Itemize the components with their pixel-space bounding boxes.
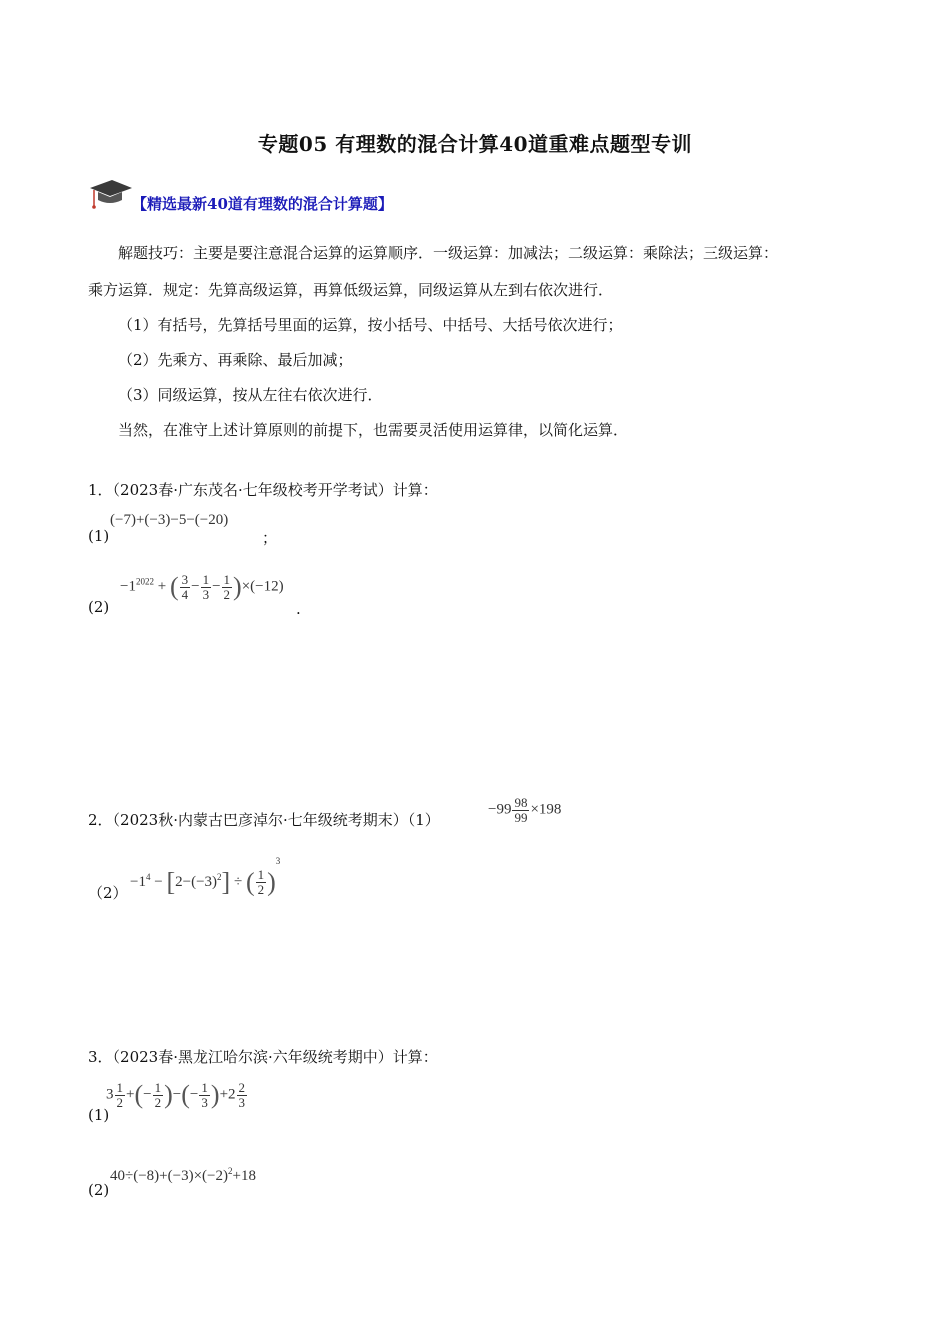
q1-part1-end: ； bbox=[262, 529, 278, 547]
tip-line-5: （3）同级运算，按从左往右依次进行． bbox=[118, 386, 383, 404]
q3p2-body: 40÷(−8)+(−3)×(−2) bbox=[110, 1168, 229, 1184]
q2p1-whole: −99 bbox=[488, 801, 512, 818]
q2p2-minus: − bbox=[154, 874, 163, 890]
bracket-right: ] bbox=[221, 867, 231, 897]
q3-part1-expr: 3 $\frac{1}{2}$ +(− $\frac{1}{2}$ )−(− $\frac{1}{3}$ )+2 $\frac{2}{3}$ bbox=[106, 1079, 246, 1110]
q1-part2-end: . bbox=[296, 600, 301, 618]
q3p1-whole: 3 bbox=[106, 1086, 114, 1103]
question-2-head: 2．（2023秋·内蒙古巴彦淖尔·七年级统考期末）（1） bbox=[88, 811, 440, 829]
graduation-cap-icon bbox=[88, 178, 134, 212]
q1p2-term: −1 bbox=[120, 578, 136, 595]
paren-right: ) bbox=[233, 572, 242, 601]
q3-part2-label: (2) bbox=[88, 1181, 110, 1199]
q1-part1-label: (1) bbox=[88, 527, 110, 545]
paren-right: ) bbox=[164, 1080, 173, 1109]
q3p2-exp: 2 bbox=[228, 1166, 233, 1176]
fraction: $\frac{1}{2}$ bbox=[257, 867, 265, 898]
tip-line-6: 当然，在准守上述计算原则的前提下，也需要灵活使用运算律，以简化运算． bbox=[118, 421, 629, 439]
q3p1-plus: + bbox=[126, 1086, 135, 1103]
fraction: $\frac{1}{3}$ bbox=[202, 571, 210, 602]
q3p1-minus: − bbox=[172, 1086, 182, 1103]
paren-right: ) bbox=[210, 1080, 220, 1109]
question-3-head: 3．（2023春·黑龙江哈尔滨·六年级统考期中）计算： bbox=[88, 1048, 438, 1066]
q2-part1-expr bbox=[488, 796, 561, 824]
q2p2-exp3: 3 bbox=[275, 856, 281, 866]
paren-left: ( bbox=[169, 572, 179, 601]
fraction: $\frac{2}{3}$ bbox=[238, 1079, 246, 1110]
section-heading: 【精选最新40道有理数的混合计算题】 bbox=[132, 195, 393, 213]
q2p2-exp2: 2 bbox=[217, 872, 222, 882]
q3-part2-expr bbox=[110, 1166, 256, 1185]
q2p1-tail: ×198 bbox=[530, 801, 562, 818]
q2p2-divide: ÷ bbox=[233, 874, 243, 890]
paren-left: ( bbox=[134, 1080, 144, 1109]
q2p2-term: −1 bbox=[130, 874, 146, 890]
tip-line-2: 乘方运算．规定：先算高级运算，再算低级运算，同级运算从左到右依次进行． bbox=[88, 281, 614, 299]
q2p2-inner: 2−(−3) bbox=[175, 874, 218, 890]
question-1-head: 1．（2023春·广东茂名·七年级校考开学考试）计算： bbox=[88, 481, 438, 499]
q2-part2-label: （2） bbox=[88, 884, 128, 902]
fraction: $\frac{98}{99}$ bbox=[514, 795, 528, 825]
page-title: 专题05 有理数的混合计算40道重难点题型专训 bbox=[257, 132, 693, 156]
tip-line-1: 解题技巧：主要是要注意混合运算的运算顺序．一级运算：加减法；二级运算：乘除法；三级运算： bbox=[118, 244, 779, 262]
q1-part2-expr: $-1^{2022}$ + ( $\frac{3}{4}$ − $\frac{1}{3}$ − $\frac{1}{2}$ )×(−12) bbox=[120, 571, 284, 602]
q3p1-plus-two: +2 bbox=[219, 1086, 236, 1103]
fraction: $\frac{1}{2}$ bbox=[116, 1079, 123, 1110]
tip-line-4: （2）先乘方、再乘除、最后加减； bbox=[118, 351, 353, 369]
tip-line-3: （1）有括号，先算括号里面的运算，按小括号、中括号、大括号依次进行； bbox=[118, 316, 623, 334]
q2p2-exp1: 4 bbox=[145, 872, 151, 882]
q1p2-tail: ×(−12) bbox=[241, 578, 284, 595]
paren-left: ( bbox=[245, 867, 255, 897]
q1p2-exponent: 2022 bbox=[135, 576, 154, 587]
q1-part1-expr: (−7)+(−3)−5−(−20) bbox=[110, 512, 229, 528]
fraction: $\frac{1}{3}$ bbox=[201, 1079, 208, 1110]
fraction: $\frac{3}{4}$ bbox=[181, 571, 189, 602]
fraction: $\frac{1}{2}$ bbox=[154, 1079, 162, 1110]
paren-left: ( bbox=[181, 1080, 190, 1109]
bracket-left: [ bbox=[166, 867, 176, 897]
paren-right: ) bbox=[267, 867, 276, 897]
q2-part2-expr bbox=[130, 856, 280, 898]
fraction: $\frac{1}{2}$ bbox=[223, 571, 231, 602]
q3-part1-label: (1) bbox=[88, 1106, 110, 1124]
q1p2-plus: + bbox=[157, 578, 167, 595]
q1-part2-label: (2) bbox=[88, 598, 110, 616]
q3p2-tail: +18 bbox=[232, 1168, 256, 1184]
